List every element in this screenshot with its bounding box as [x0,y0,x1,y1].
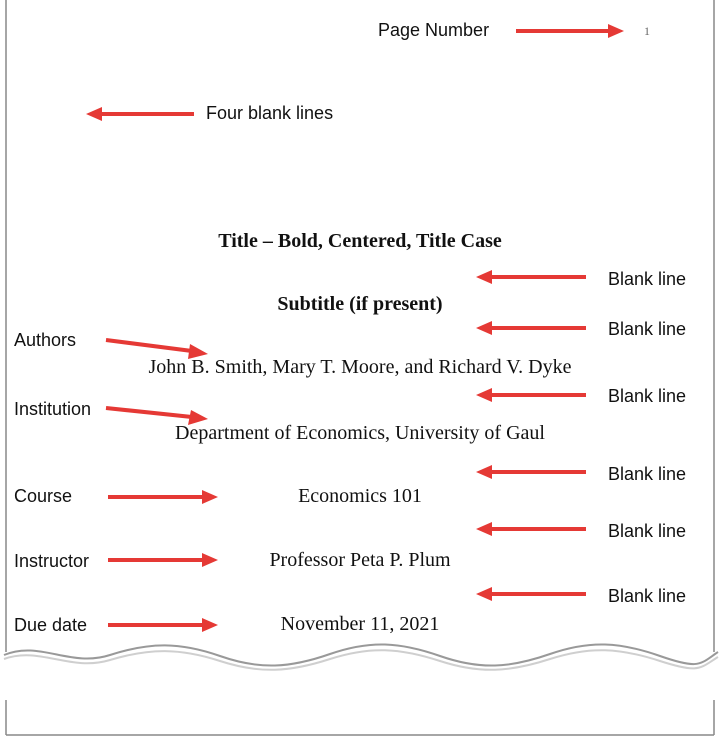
course-name: Economics 101 [298,485,422,507]
authors-label: Authors [14,330,77,350]
blank-line-arrow-icon [474,463,588,481]
four-blank-lines-arrow-icon [84,105,196,123]
blank-line-arrow-icon [474,319,588,337]
due-date-label: Due date [14,615,88,635]
blank-line-arrow-icon [474,520,588,538]
paper-subtitle: Subtitle (if present) [277,293,443,315]
four-blank-lines-label: Four blank lines [206,103,334,123]
blank-line-label: Blank line [608,521,687,541]
page-number-label: Page Number [378,20,490,40]
instructor-label: Instructor [14,551,90,571]
institution-name: Department of Economics, University of Gaul [175,422,545,444]
blank-line-arrow-icon [474,585,588,603]
author-names: John B. Smith, Mary T. Moore, and Richard V. Dyke [148,356,572,378]
blank-line-label: Blank line [608,386,687,406]
paper-title: Title – Bold, Centered, Title Case [218,230,502,252]
page-number: 1 [644,24,650,38]
course-label: Course [14,486,73,506]
due-date-value: November 11, 2021 [280,613,440,635]
blank-line-arrow-icon [474,268,588,286]
blank-line-label: Blank line [608,269,687,289]
blank-line-label: Blank line [608,464,687,484]
instructor-name: Professor Peta P. Plum [269,549,451,571]
blank-line-label: Blank line [608,319,687,339]
page-number-arrow-icon [514,22,626,40]
institution-label: Institution [14,399,92,419]
blank-line-label: Blank line [608,586,687,606]
blank-line-arrow-icon [474,386,588,404]
